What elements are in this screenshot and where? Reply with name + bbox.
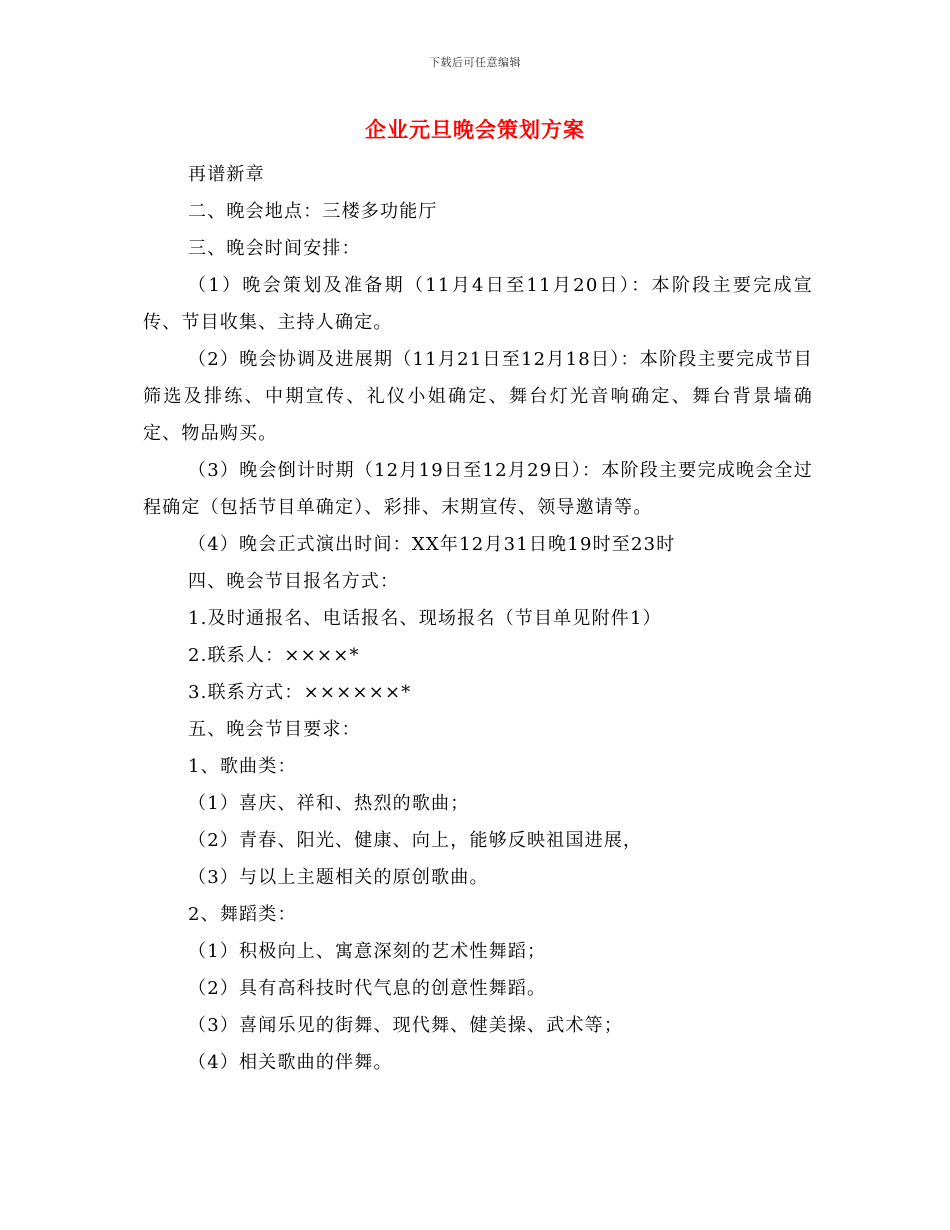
paragraph: 1.及时通报名、电话报名、现场报名（节目单见附件1） xyxy=(188,608,662,629)
paragraph: （1）积极向上、寓意深刻的艺术性舞蹈； xyxy=(188,941,547,962)
paragraph: 3.联系方式：××××××* xyxy=(188,682,412,703)
paragraph: 二、晚会地点：三楼多功能厅 xyxy=(188,201,438,222)
paragraph: 三、晚会时间安排： xyxy=(188,238,361,259)
paragraph: （3）喜闻乐见的街舞、现代舞、健美操、武术等； xyxy=(188,1015,624,1036)
document-title: 企业元旦晚会策划方案 xyxy=(365,117,585,142)
paragraph: （2）晚会协调及进展期（11月21日至12月18日）：本阶段主要完成节目筛选及排练、中期宣传、礼仪小姐确定、舞台灯光音响确定、舞台背景墙确定、物品购买。 xyxy=(143,349,813,444)
paragraph: （3）晚会倒计时期（12月19日至12月29日）：本阶段主要完成晚会全过程确定（包括节目单确定）、彩排、末期宣传、领导邀请等。 xyxy=(143,460,813,518)
paragraph: 五、晚会节目要求： xyxy=(188,719,361,740)
paragraph: 四、晚会节目报名方式： xyxy=(188,571,400,592)
paragraph: （4）相关歌曲的伴舞。 xyxy=(188,1052,393,1073)
paragraph: （1）晚会策划及准备期（11月4日至11月20日）：本阶段主要完成宣传、节目收集、主持人确定。 xyxy=(143,275,813,333)
paragraph: （1）喜庆、祥和、热烈的歌曲； xyxy=(188,793,470,814)
paragraph: （2）具有高科技时代气息的创意性舞蹈。 xyxy=(188,978,547,999)
paragraph: （2）青春、阳光、健康、向上，能够反映祖国进展， xyxy=(188,830,643,851)
paragraph: 1、歌曲类： xyxy=(188,756,297,777)
paragraph: （3）与以上主题相关的原创歌曲。 xyxy=(188,867,489,888)
paragraph: 2、舞蹈类： xyxy=(188,904,297,925)
document-body xyxy=(143,156,813,1081)
paragraph: 2.联系人：××××* xyxy=(188,645,360,666)
paragraph: （4）晚会正式演出时间：XX年12月31日晚19时至23时 xyxy=(188,534,676,555)
paragraph: 再谱新章 xyxy=(188,164,265,185)
header-note: 下载后可任意编辑 xyxy=(429,56,521,69)
